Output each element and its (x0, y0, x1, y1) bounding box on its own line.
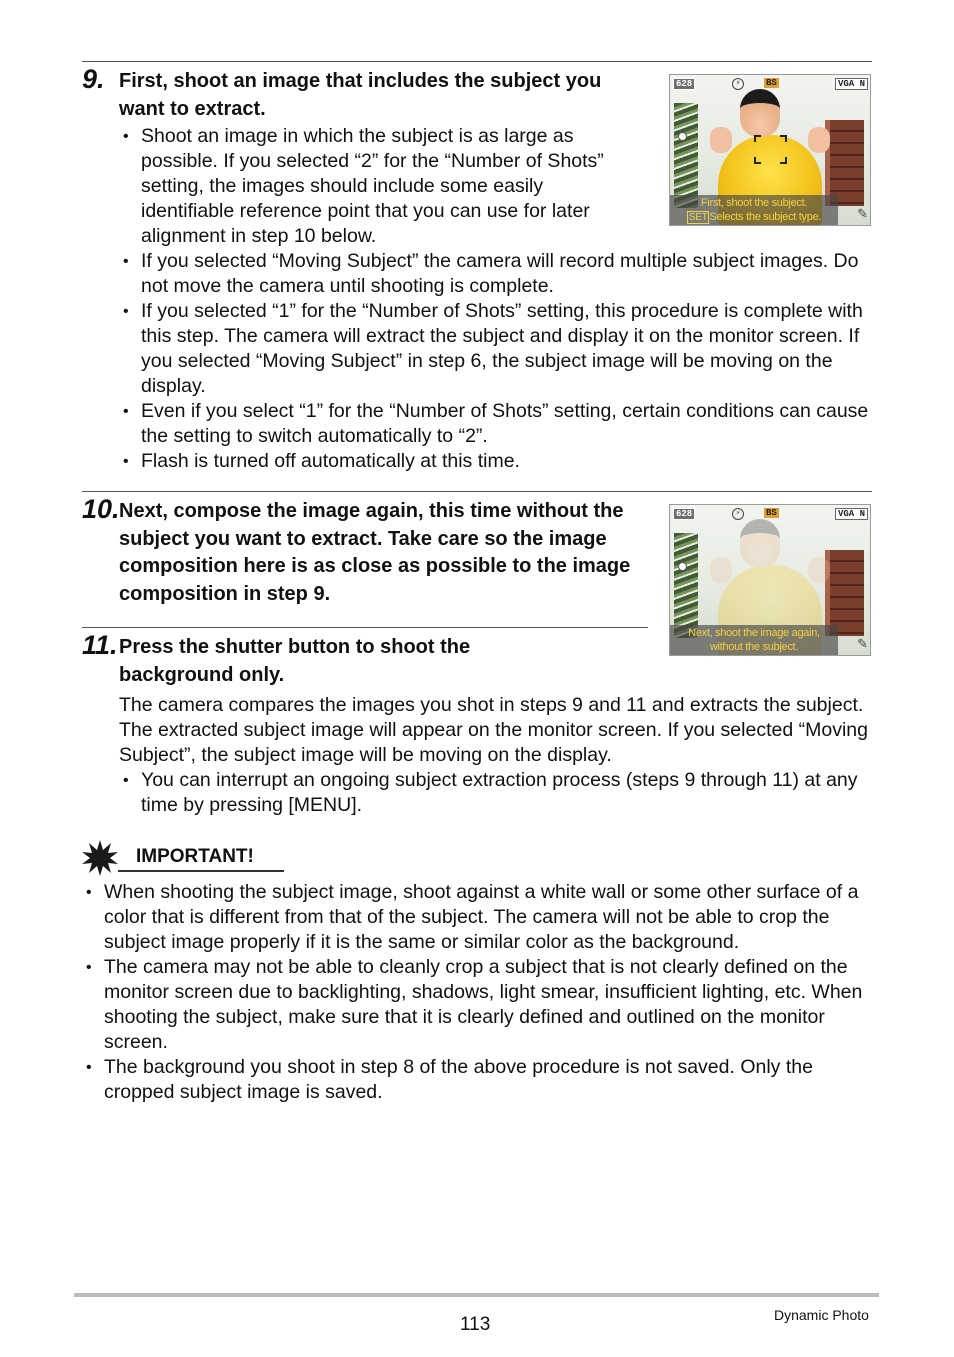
step9-number: 9. (82, 64, 105, 94)
caption-line-1: First, shoot the subject. (700, 197, 808, 209)
important-label: IMPORTANT! (136, 846, 254, 867)
list-item: • The background you shoot in step 8 of the above procedure is not saved. Only the cropped subject image is saved. (82, 1055, 877, 1105)
list-item: • If you selected “1” for the “Number of Shots” setting, this procedure is complete with this step. The camera will extract the subject and display it on the monitor screen. If you selected “Moving Subject” in step 6, the subject image will be moving on the display. (119, 299, 879, 399)
step11-title: Press the shutter button to shoot the background only. (119, 636, 471, 686)
mode-indicator: BS (766, 508, 777, 518)
step10-number: 10. (82, 494, 120, 524)
set-key-label: SET (688, 212, 708, 223)
subject-right-hand (808, 557, 830, 583)
caption-line-2: without the subject. (709, 641, 799, 653)
plant-image (674, 533, 698, 638)
step9-title: First, shoot an image that includes the subject you want to extract. (119, 70, 602, 120)
dynamic-photo-icon: ✎ (857, 636, 868, 651)
screen-caption (670, 195, 838, 225)
plant-image (674, 103, 698, 208)
dynamic-photo-icon: ✎ (857, 206, 868, 221)
footer-bar (74, 1293, 879, 1297)
caption-line-1: Next, shoot the image again, (688, 627, 820, 639)
focus-bracket (754, 157, 761, 164)
page-number: 113 (460, 1314, 491, 1335)
mode-indicator: BS (766, 78, 777, 88)
step11-bullets (119, 768, 879, 818)
focus-bracket (754, 135, 761, 142)
step10-title: Next, compose the image again, this time without the subject you want to extract. Take care so the image composition here is as close as possible to the image composition in step 9. (119, 500, 631, 605)
step10-camera-screen (669, 504, 871, 656)
subject-face (740, 519, 780, 567)
important-bullets (82, 880, 877, 1105)
step9-camera-screen (669, 74, 871, 226)
step9-bullets-cont (119, 249, 879, 474)
step10-top-rule (82, 491, 872, 492)
focus-indicator-icon (678, 562, 687, 571)
step11-paragraph: The camera compares the images you shot in steps 9 and 11 and extracts the subject. The extracted subject image will appear on the monitor screen. If you selected “Moving Subject”, the subject image will be moving on the display. (119, 694, 868, 766)
image-size-indicator: VGA N (835, 78, 868, 90)
focus-indicator-icon (678, 132, 687, 141)
image-size-indicator: VGA N (835, 508, 868, 520)
list-item: • Even if you select “1” for the “Number of Shots” setting, certain conditions can cause the setting to switch automatically to “2”. (119, 399, 879, 449)
subject-left-hand (710, 557, 732, 583)
list-item: • When shooting the subject image, shoot against a white wall or some other surface of a color that is different from that of the subject. The camera will not be able to crop the subject image properly if it is the same or similar color as the background. (82, 880, 877, 955)
subject-right-hand (808, 127, 830, 153)
step11-top-rule (82, 627, 648, 628)
caption-line-2-wrap (670, 210, 838, 225)
step11-number: 11. (82, 630, 118, 660)
list-item: • If you selected “Moving Subject” the camera will record multiple subject images. Do not move the camera until shooting is complete. (119, 249, 879, 299)
screen-caption (670, 625, 838, 655)
list-item: • Shoot an image in which the subject is as large as possible. If you selected “2” for the “Number of Shots” setting, the images should include some easily identifiable reference point that you can use for later alignment in step 10 below. (119, 124, 639, 249)
flash-off-icon: ⚡ (732, 508, 744, 520)
step9-top-rule (82, 61, 872, 62)
section-name: Dynamic Photo (774, 1307, 869, 1323)
shots-remaining: 628 (673, 508, 695, 520)
list-item: • Flash is turned off automatically at this time. (119, 449, 879, 474)
important-burst-icon (82, 840, 118, 876)
caption-line-2: Selects the subject type. (709, 211, 822, 223)
important-underline (118, 870, 284, 872)
subject-face (740, 89, 780, 137)
focus-bracket (780, 157, 787, 164)
focus-bracket (780, 135, 787, 142)
list-item: • The camera may not be able to cleanly crop a subject that is not clearly defined on the monitor screen due to backlighting, shadows, light smear, insufficient lighting, etc. When shooting the subject, make sure that it is clearly defined and outlined on the monitor screen. (82, 955, 877, 1055)
flash-off-icon: ⚡ (732, 78, 744, 90)
shots-remaining: 628 (673, 78, 695, 90)
shelf-image (830, 550, 864, 636)
list-item: • You can interrupt an ongoing subject extraction process (steps 9 through 11) at any time by pressing [MENU]. (119, 768, 879, 818)
step9-bullets (119, 124, 639, 249)
shelf-image (830, 120, 864, 206)
subject-left-hand (710, 127, 732, 153)
